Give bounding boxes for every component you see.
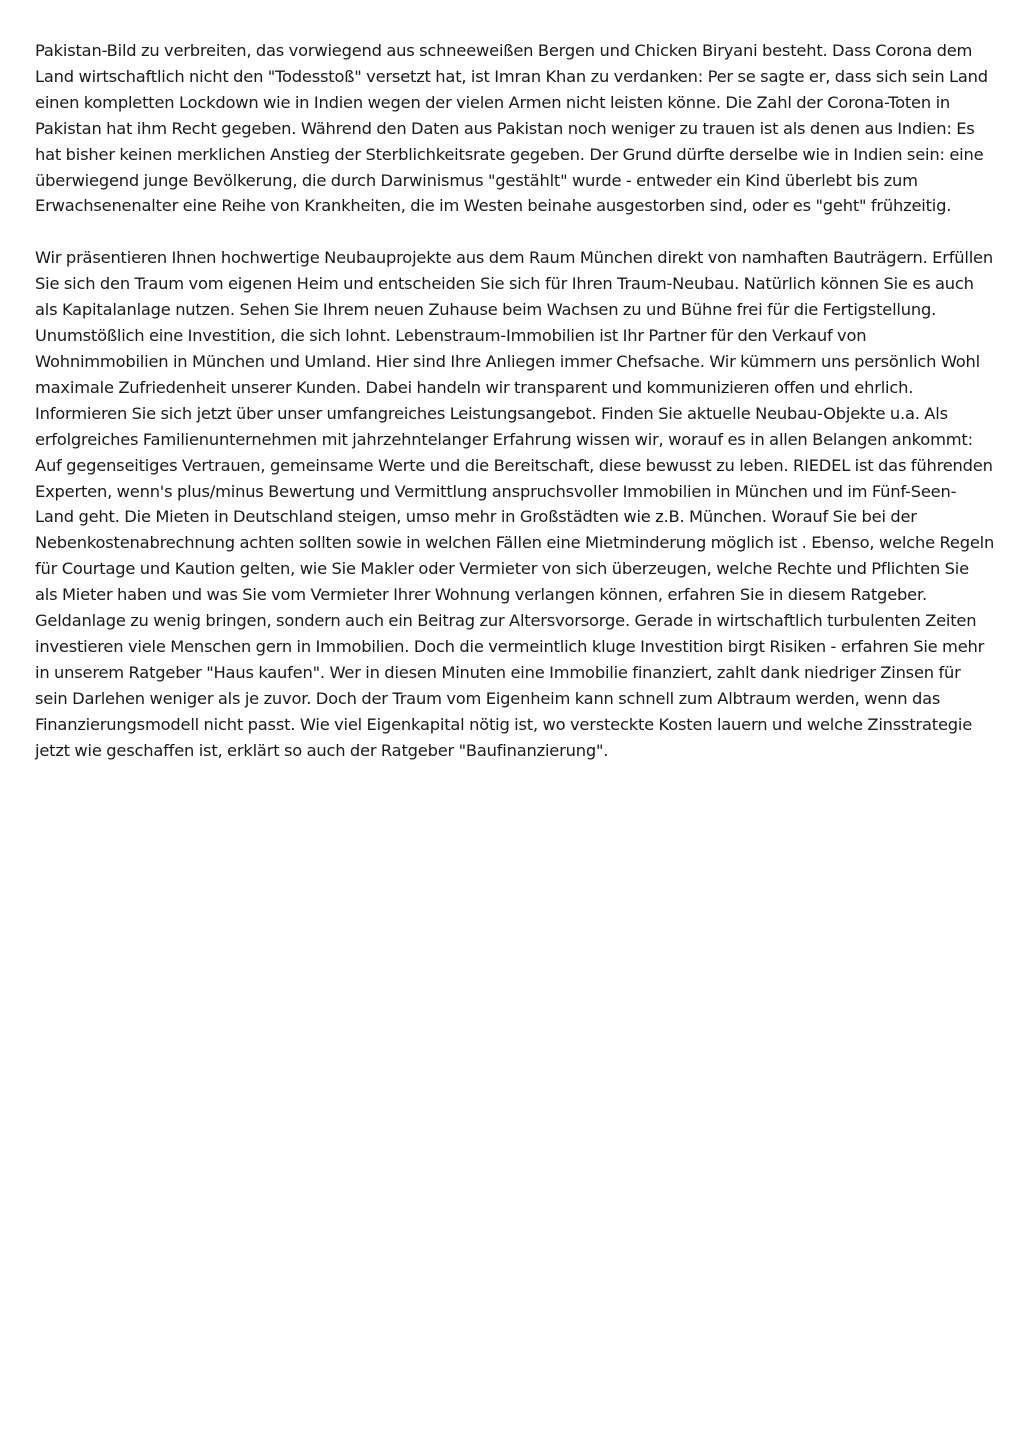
document-page [35, 38, 995, 763]
paragraph-pakistan-corona: Pakistan-Bild zu verbreiten, das vorwiegend aus schneeweißen Bergen und Chicken Biryani besteht. Dass Corona dem Land wirtschaftlich nicht den "Todesstoß" versetzt hat, ist Imran Khan zu verdanken: Per se sagte er, dass sich sein Land einen kompletten Lockdown wie in Indien wegen der vielen Armen nicht leisten könne. Die Zahl der Corona-Toten in Pakistan hat ihm Recht gegeben. Während den Daten aus Pakistan noch weniger zu trauen ist als denen aus Indien: Es hat bisher keinen merklichen Anstieg der Sterblichkeitsrate gegeben. Der Grund dürfte derselbe wie in Indien sein: eine überwiegend junge Bevölkerung, die durch Darwinismus "gestählt" wurde - entweder ein Kind überlebt bis zum Erwachsenenalter eine Reihe von Krankheiten, die im Westen beinahe ausgestorben sind, oder es "geht" frühzeitig. [35, 41, 988, 216]
paragraph-immobilien-muenchen: Wir präsentieren Ihnen hochwertige Neubauprojekte aus dem Raum München direkt von namhaften Bauträgern. Erfüllen Sie sich den Traum vom eigenen Heim und entscheiden Sie sich für Ihren Traum-Neubau. Natürlich können Sie es auch als Kapitalanlage nutzen. Sehen Sie Ihrem neuen Zuhause beim Wachsen zu und Bühne frei für die Fertigstellung. Unumstößlich eine Investition, die sich lohnt. Lebenstraum-Immobilien ist Ihr Partner für den Verkauf von Wohnimmobilien in München und Umland. Hier sind Ihre Anliegen immer Chefsache. Wir kümmern uns persönlich Wohl maximale Zufriedenheit unserer Kunden. Dabei handeln wir transparent und kommunizieren offen und ehrlich. Informieren Sie sich jetzt über unser umfangreiches Leistungsangebot. Finden Sie aktuelle Neubau-Objekte u.a. Als erfolgreiches Familienunternehmen mit jahrzehntelanger Erfahrung wissen wir, worauf es in allen Belangen ankommt: Auf gegenseitiges Vertrauen, gemeinsame Werte und die Bereitschaft, diese bewusst zu leben. RIEDEL ist das führenden Experten, wenn's plus/minus Bewertung und Vermittlung anspruchsvoller Immobilien in München und im Fünf-Seen-Land geht. Die Mieten in Deutschland steigen, umso mehr in Großstädten wie z.B. München. Worauf Sie bei der Nebenkostenabrechnung achten sollten sowie in welchen Fällen eine Mietminderung möglich ist . Ebenso, welche Regeln für Courtage und Kaution gelten, wie Sie Makler oder Vermieter von sich überzeugen, welche Rechte und Pflichten Sie als Mieter haben und was Sie vom Vermieter Ihrer Wohnung verlangen können, erfahren Sie in diesem Ratgeber. Geldanlage zu wenig bringen, sondern auch ein Beitrag zur Altersvorsorge. Gerade in wirtschaftlich turbulenten Zeiten investieren viele Menschen gern in Immobilien. Doch die vermeintlich kluge Investition birgt Risiken - erfahren Sie mehr in unserem Ratgeber "Haus kaufen". Wer in diesen Minuten eine Immobilie finanziert, zahlt dank niedriger Zinsen für sein Darlehen weniger als je zuvor. Doch der Traum vom Eigenheim kann schnell zum Albtraum werden, wenn das Finanzierungsmodell nicht passt. Wie viel Eigenkapital nötig ist, wo versteckte Kosten lauern und welche Zinsstrategie jetzt wie geschaffen ist, erklärt so auch der Ratgeber "Baufinanzierung". [35, 248, 995, 760]
